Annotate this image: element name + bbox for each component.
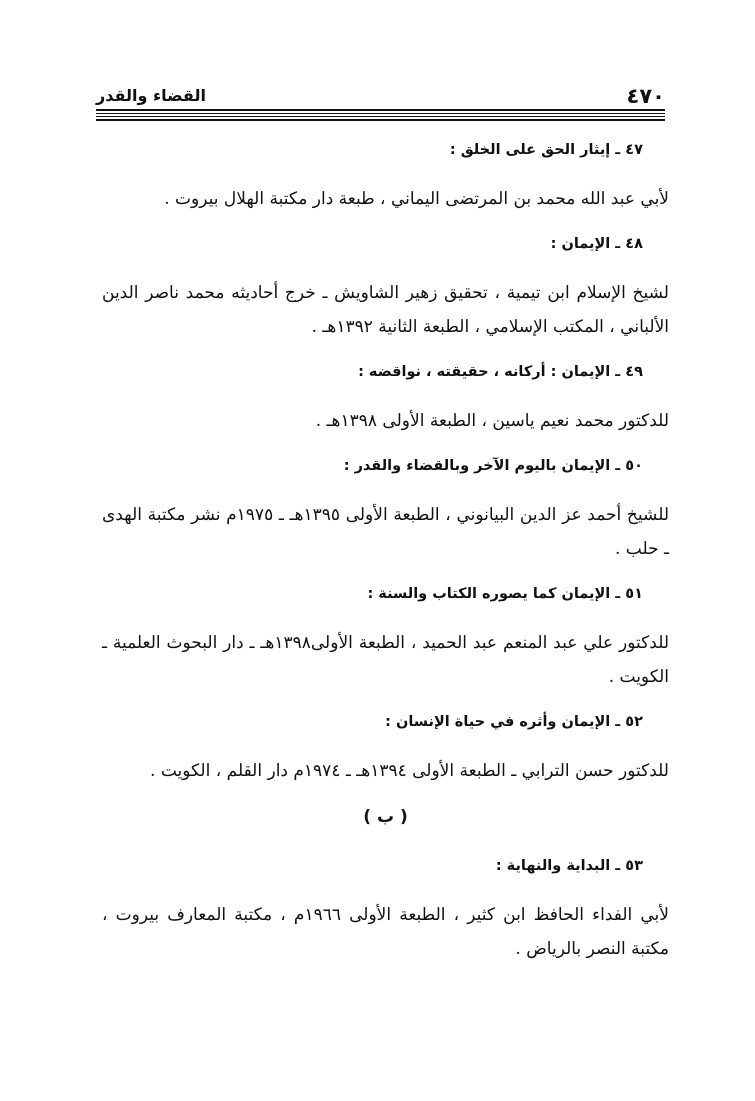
bibliography-entry (102, 580, 669, 694)
header-rule (96, 109, 665, 121)
entry-body: لأبي عبد الله محمد بن المرتضى اليماني ، طبعة دار مكتبة الهلال بيروت . (164, 189, 669, 209)
entry-title: ٤٧ ـ إيثار الحق على الخلق : (449, 142, 643, 158)
bibliography-entry (102, 136, 669, 216)
entry-body: للدكتور علي عبد المنعم عبد الحميد ، الطبعة الأولى١٣٩٨هـ ـ دار البحوث العلمية ـ الكويت . (102, 633, 670, 687)
entry-body: للشيخ أحمد عز الدين البيانوني ، الطبعة الأولى ١٣٩٥هـ ـ ١٩٧٥م نشر مكتبة الهدى ـ حلب . (102, 505, 670, 559)
entry-title: ٥٠ ـ الإيمان باليوم الآخر وبالقضاء والقدر : (343, 458, 643, 474)
entry-body: لأبي الفداء الحافظ ابن كثير ، الطبعة الأولى ١٩٦٦م ، مكتبة المعارف بيروت ، مكتبة النصر بالرياض . (102, 905, 669, 959)
bibliography-entry (102, 358, 669, 438)
entry-title: ٥١ ـ الإيمان كما يصوره الكتاب والسنة : (367, 586, 643, 602)
entry-title: ٤٩ ـ الإيمان : أركانه ، حقيقته ، نواقضه : (358, 364, 643, 380)
running-title: القضاء والقدر (96, 86, 206, 105)
section-letter-heading: ( ب ) (363, 807, 408, 827)
bibliography-entry (102, 852, 669, 966)
bibliography-entry (102, 452, 669, 566)
entry-body: لشيخ الإسلام ابن تيمية ، تحقيق زهير الشاويش ـ خرج أحاديثه محمد ناصر الدين الألباني ، المكتب الإسلامي ، الطبعة الثانية ١٣٩٢هـ . (102, 283, 669, 337)
entry-body: للدكتور محمد نعيم ياسين ، الطبعة الأولى ١٣٩٨هـ . (315, 411, 669, 431)
bibliography-list (102, 136, 669, 980)
page-number: ٤٧٠ (626, 84, 665, 108)
entry-title: ٥٣ ـ البداية والنهاية : (495, 858, 643, 874)
page-header (96, 78, 665, 108)
bibliography-entry (102, 230, 669, 344)
bibliography-entry (102, 708, 669, 788)
entry-title: ٥٢ ـ الإيمان وأثره في حياة الإنسان : (385, 714, 643, 730)
entry-body: للدكتور حسن الترابي ـ الطبعة الأولى ١٣٩٤هـ ـ ١٩٧٤م دار القلم ، الكويت . (150, 761, 669, 781)
entry-title: ٤٨ ـ الإيمان : (550, 236, 643, 252)
